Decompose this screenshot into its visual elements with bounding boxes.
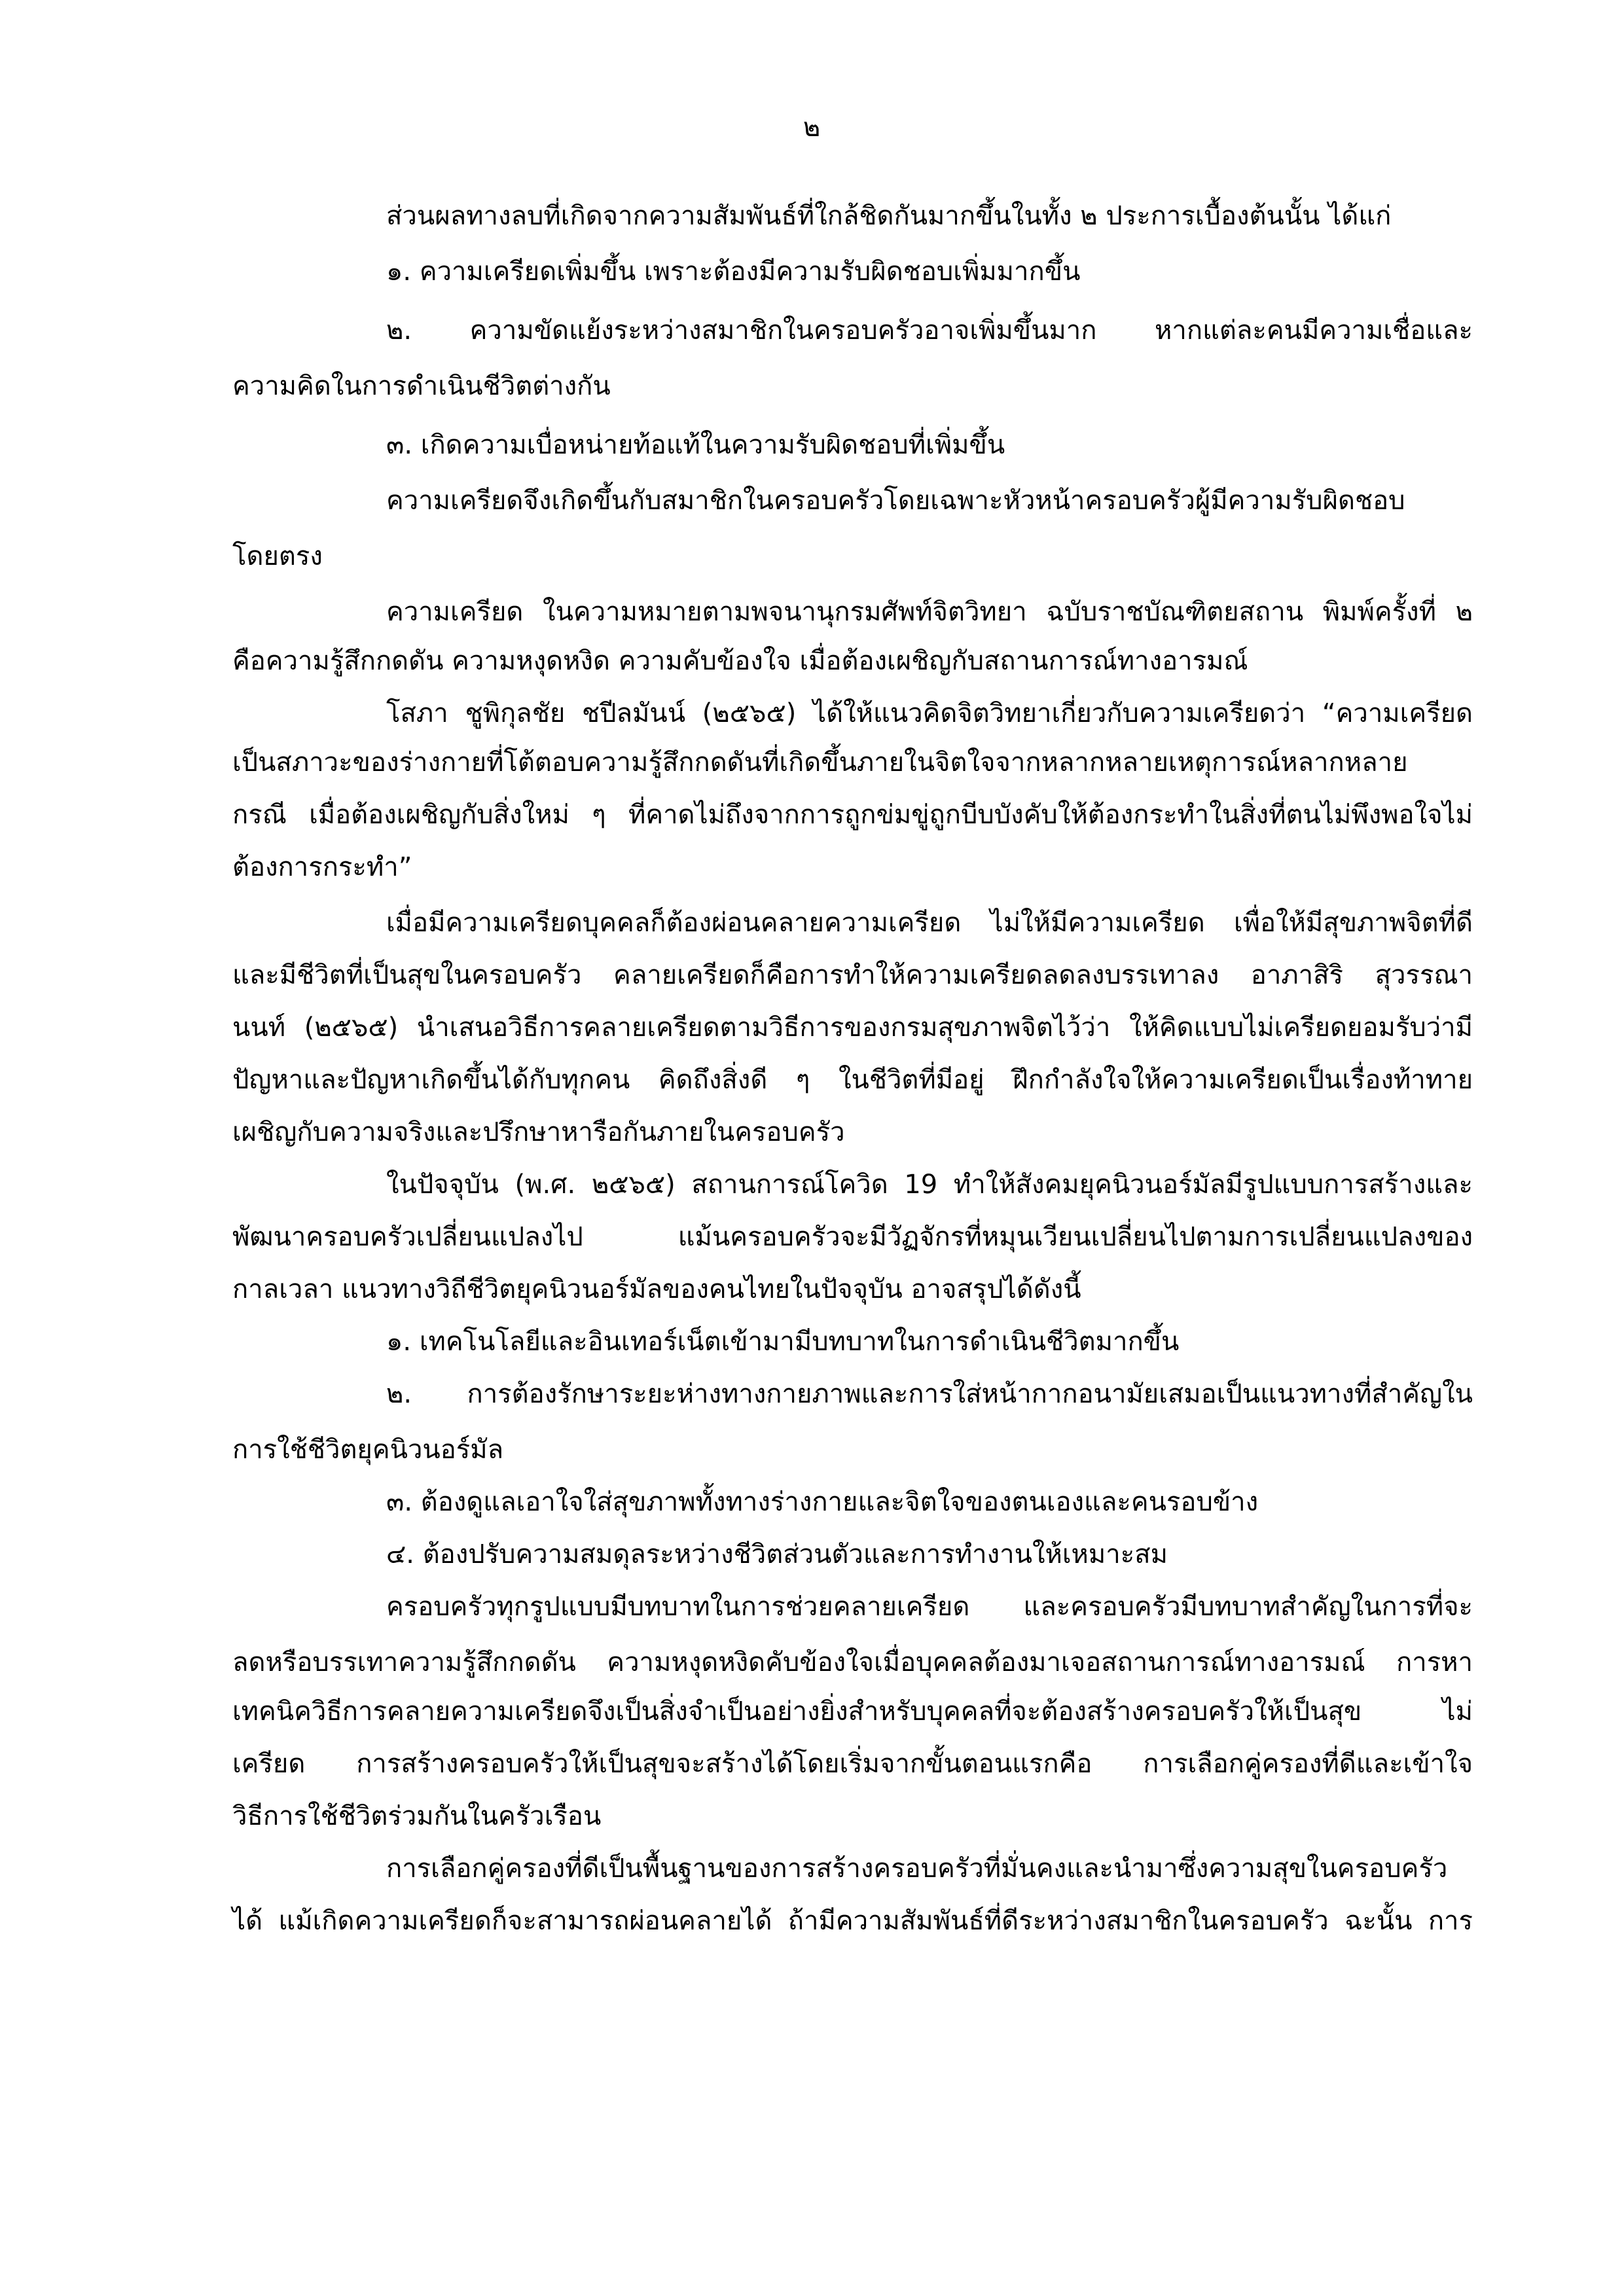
- text-line: ได้ แม้เกิดความเครียดก็จะสามารถผ่อนคลายได้ ถ้ามีความสัมพันธ์ที่ดีระหว่างสมาชิกในครอบครัว ฉะนั้น การ: [232, 1906, 1473, 1936]
- text-line: ความเครียด ในความหมายตามพจนานุกรมศัพท์จิตวิทยา ฉบับราชบัณฑิตยสถาน พิมพ์ครั้งที่ ๒: [386, 597, 1473, 627]
- text-line: เผชิญกับความจริงและปรึกษาหารือกันภายในครอบครัว: [232, 1117, 845, 1147]
- text-line: และมีชีวิตที่เป็นสุขในครอบครัว คลายเครียดก็คือการทำให้ความเครียดลดลงบรรเทาลง อาภาสิริ สุวรรณา: [232, 960, 1473, 990]
- text-line: ลดหรือบรรเทาความรู้สึกกดดัน ความหงุดหงิดคับข้องใจเมื่อบุคคลต้องมาเจอสถานการณ์ทางอารมณ์ การหา: [232, 1647, 1473, 1677]
- text-line: การเลือกคู่ครองที่ดีเป็นพื้นฐานของการสร้างครอบครัวที่มั่นคงและนำมาซึ่งความสุขในครอบครัว: [386, 1854, 1448, 1884]
- text-line: ครอบครัวทุกรูปแบบมีบทบาทในการช่วยคลายเครียด และครอบครัวมีบทบาทสำคัญในการที่จะ: [386, 1592, 1473, 1622]
- text-line: กรณี เมื่อต้องเผชิญกับสิ่งใหม่ ๆ ที่คาดไม่ถึงจากการถูกข่มขู่ถูกบีบบังคับให้ต้องกระทำในสิ่งที่ตนไม่พึงพอใจไม่: [232, 800, 1473, 830]
- text-line: เครียด การสร้างครอบครัวให้เป็นสุขจะสร้างได้โดยเริ่มจากขั้นตอนแรกคือ การเลือกคู่ครองที่ดีและเข้าใจ: [232, 1749, 1473, 1779]
- page-number: ๒: [803, 113, 821, 143]
- text-line: ๑. เทคโนโลยีและอินเทอร์เน็ตเข้ามามีบทบาทในการดำเนินชีวิตมากขึ้น: [386, 1327, 1180, 1357]
- text-line: วิธีการใช้ชีวิตร่วมกันในครัวเรือน: [232, 1801, 602, 1831]
- text-line: ความเครียดจึงเกิดขึ้นกับสมาชิกในครอบครัวโดยเฉพาะหัวหน้าครอบครัวผู้มีความรับผิดชอบ: [386, 486, 1405, 516]
- text-line: ๔. ต้องปรับความสมดุลระหว่างชีวิตส่วนตัวและการทำงานให้เหมาะสม: [386, 1539, 1168, 1570]
- text-line: ปัญหาและปัญหาเกิดขึ้นได้กับทุกคน คิดถึงสิ่งดี ๆ ในชีวิตที่มีอยู่ ฝึกกำลังใจให้ความเครียดเป็นเรื่องท้าทาย: [232, 1065, 1473, 1095]
- text-line: ๑. ความเครียดเพิ่มขึ้น เพราะต้องมีความรับผิดชอบเพิ่มมากขึ้น: [386, 257, 1081, 287]
- text-line: ความคิดในการดำเนินชีวิตต่างกัน: [232, 371, 611, 401]
- text-line: เป็นสภาวะของร่างกายที่โต้ตอบความรู้สึกกดดันที่เกิดขึ้นภายในจิตใจจากหลากหลายเหตุการณ์หลากหลาย: [232, 747, 1408, 778]
- text-line: ต้องการกระทำ”: [232, 852, 412, 882]
- text-line: เทคนิควิธีการคลายความเครียดจึงเป็นสิ่งจำเป็นอย่างยิ่งสำหรับบุคคลที่จะต้องสร้างครอบครัวให้เป็นสุข ไม่: [232, 1696, 1473, 1727]
- text-line: ๒. การต้องรักษาระยะห่างทางกายภาพและการใส่หน้ากากอนามัยเสมอเป็นแนวทางที่สำคัญใน: [386, 1379, 1473, 1409]
- text-line: คือความรู้สึกกดดัน ความหงุดหงิด ความคับข้องใจ เมื่อต้องเผชิญกับสถานการณ์ทางอารมณ์: [232, 646, 1248, 676]
- text-line: นนท์ (๒๕๖๕) นำเสนอวิธีการคลายเครียดตามวิธีการของกรมสุขภาพจิตไว้ว่า ให้คิดแบบไม่เครียดยอมรับว่ามี: [232, 1013, 1473, 1043]
- text-line: ๓. ต้องดูแลเอาใจใส่สุขภาพทั้งทางร่างกายและจิตใจของตนเองและคนรอบข้าง: [386, 1487, 1259, 1517]
- text-line: ส่วนผลทางลบที่เกิดจากความสัมพันธ์ที่ใกล้ชิดกันมากขึ้นในทั้ง ๒ ประการเบื้องต้นนั้น ได้แก่: [386, 201, 1392, 231]
- text-line: กาลเวลา แนวทางวิถีชีวิตยุคนิวนอร์มัลของคนไทยในปัจจุบัน อาจสรุปได้ดังนี้: [232, 1274, 1081, 1304]
- text-line: ๒. ความขัดแย้งระหว่างสมาชิกในครอบครัวอาจเพิ่มขึ้นมาก หากแต่ละคนมีความเชื่อและ: [386, 315, 1473, 346]
- text-line: พัฒนาครอบครัวเปลี่ยนแปลงไป แม้นครอบครัวจะมีวัฏจักรที่หมุนเวียนเปลี่ยนไปตามการเปลี่ยนแปลงของ: [232, 1222, 1473, 1252]
- text-line: โสภา ชูพิกุลชัย ชปีลมันน์ (๒๕๖๕) ได้ให้แนวคิดจิตวิทยาเกี่ยวกับความเครียดว่า “ความเครียด: [386, 698, 1473, 728]
- text-line: เมื่อมีความเครียดบุคคลก็ต้องผ่อนคลายความเครียด ไม่ให้มีความเครียด เพื่อให้มีสุขภาพจิตที่ดี: [386, 908, 1473, 938]
- text-line: ๓. เกิดความเบื่อหน่ายท้อแท้ในความรับผิดชอบที่เพิ่มขึ้น: [386, 430, 1005, 460]
- text-line: โดยตรง: [232, 541, 323, 571]
- text-line: การใช้ชีวิตยุคนิวนอร์มัล: [232, 1435, 504, 1465]
- text-line: ในปัจจุบัน (พ.ศ. ๒๕๖๕) สถานการณ์โควิด 19 ทำให้สังคมยุคนิวนอร์มัลมีรูปแบบการสร้างและ: [386, 1170, 1473, 1200]
